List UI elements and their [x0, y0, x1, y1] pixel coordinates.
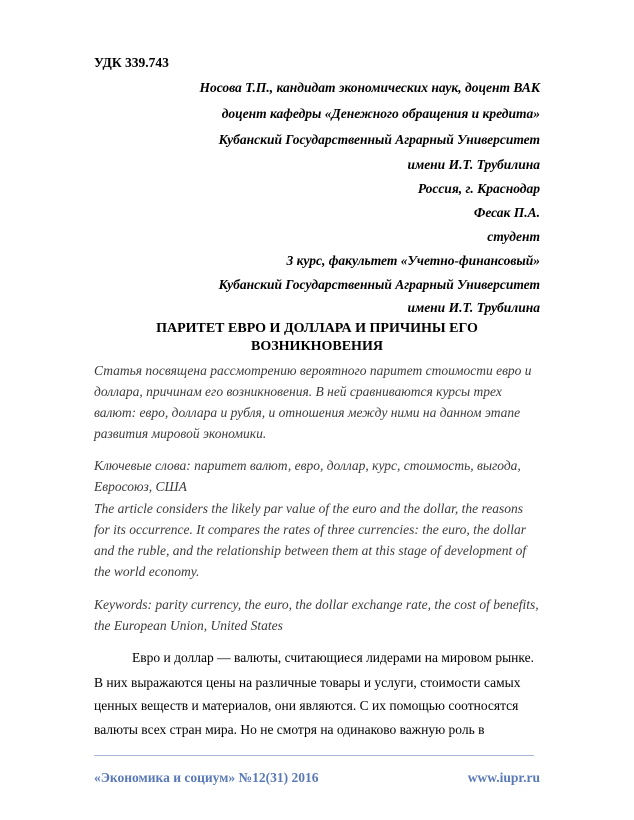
- author-line: Носова Т.П., кандидат экономических наук, доцент ВАК: [199, 80, 540, 95]
- author-line: Кубанский Государственный Аграрный Университет: [218, 132, 540, 147]
- udk-code: УДК 339.743: [94, 55, 169, 70]
- footer-divider: [94, 755, 534, 756]
- body-text-line: Евро и доллар — валюты, считающиеся лидерами на мировом рынке.: [132, 650, 534, 665]
- author-line: имени И.Т. Трубилина: [407, 157, 540, 172]
- body-text-line: ценных веществ и материалов, они являются. С их помощью соотносятся: [94, 698, 519, 713]
- abstract-ru: Статья посвящена рассмотрению вероятного паритет стоимости евро и доллара, причинам его возникновения. В ней сравниваются курсы трех валют: евро, доллара и рубля, и отношения между ними на данном этапе развития мировой экономики.: [94, 363, 532, 441]
- author-line: доцент кафедры «Денежного обращения и кредита»: [221, 106, 540, 121]
- author-line: Россия, г. Краснодар: [417, 181, 540, 196]
- footer-website-link[interactable]: www.iupr.ru: [467, 770, 540, 785]
- author-line: имени И.Т. Трубилина: [407, 300, 540, 315]
- body-text-line: валюты всех стран мира. Но не смотря на одинаково важную роль в: [94, 722, 485, 737]
- keywords-en: Keywords: parity currency, the euro, the dollar exchange rate, the cost of benefits, the European Union, United States: [94, 597, 539, 633]
- author-line: студент: [487, 229, 540, 244]
- footer-journal: «Экономика и социум» №12(31) 2016: [94, 770, 319, 785]
- keywords-ru: Ключевые слова: паритет валют, евро, доллар, курс, стоимость, выгода, Евросоюз, США: [94, 458, 521, 494]
- author-line: 3 курс, факультет «Учетно-финансовый»: [286, 253, 540, 268]
- author-line: Кубанский Государственный Аграрный Университет: [218, 277, 540, 292]
- abstract-en: The article considers the likely par value of the euro and the dollar, the reasons for its occurrence. It compares the rates of three currencies: the euro, the dollar and the ruble, and the relationship between them at this stage of development of the world economy.: [94, 501, 527, 579]
- body-text-line: В них выражаются цены на различные товары и услуги, стоимости самых: [94, 675, 521, 690]
- paper-title-line-2: ВОЗНИКНОВЕНИЯ: [251, 339, 383, 354]
- paper-title-line-1: ПАРИТЕТ ЕВРО И ДОЛЛАРА И ПРИЧИНЫ ЕГО: [156, 321, 478, 336]
- author-line: Фесак П.А.: [473, 205, 540, 220]
